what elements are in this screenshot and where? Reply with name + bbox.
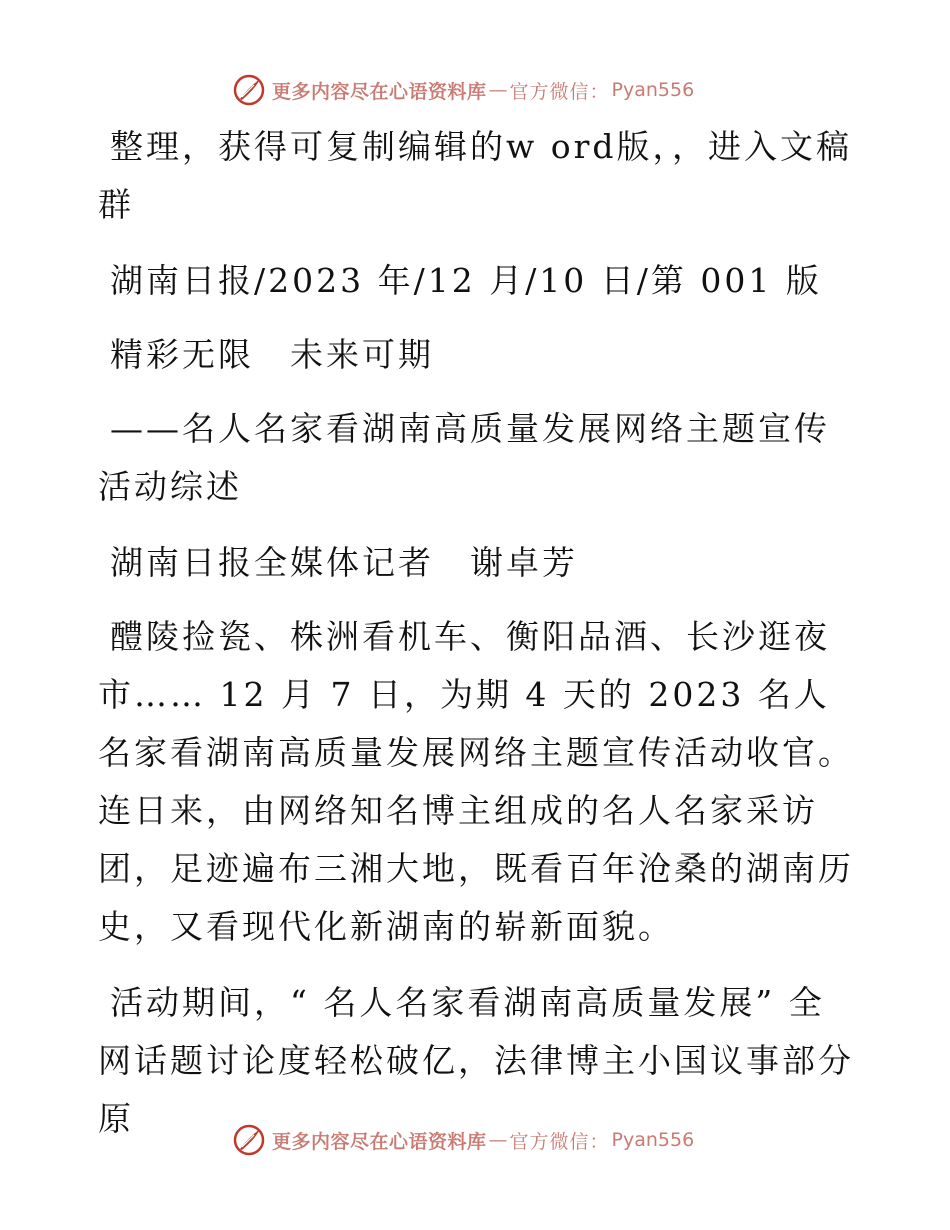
watermark-official-label: 官方微信： bbox=[509, 80, 610, 103]
watermark-dash: — bbox=[488, 79, 508, 101]
paragraph-body-2: 活动期间，“ 名人名家看湖南高质量发展” 全网话题讨论度轻松破亿，法律博主小国议事部分原 bbox=[98, 983, 854, 1138]
paragraph-source: 湖南日报/2023 年/12 月/10 日/第 001 版 bbox=[110, 261, 822, 300]
feather-logo-icon bbox=[232, 1123, 266, 1157]
article-byline: 湖南日报全媒体记者 谢卓芳 bbox=[110, 543, 578, 582]
watermark-brand: 更多内容尽在心语资料库 bbox=[272, 80, 487, 103]
paragraph-intro: 整理，获得可复制编辑的w ord版，，进入文稿群 bbox=[98, 127, 853, 224]
watermark-brand: 更多内容尽在心语资料库 bbox=[272, 1130, 487, 1153]
feather-logo-icon bbox=[232, 73, 266, 107]
footer-watermark bbox=[232, 1122, 694, 1158]
header-watermark bbox=[232, 72, 694, 108]
document-body bbox=[98, 118, 858, 1166]
watermark-dash: — bbox=[488, 1129, 508, 1151]
paragraph-body-1: 醴陵捡瓷、株洲看机车、衡阳品酒、长沙逛夜市…… 12 月 7 日，为期 4 天的 2023 名人名家看湖南高质量发展网络主题宣传活动收官。连日来，由网络知名博主组成的名人名家采访团，足迹遍布三湘大地，既看百年沧桑的湖南历史，又看现代化新湖南的崭新面貌。 bbox=[98, 617, 854, 946]
watermark-wechat-id: Pyan556 bbox=[611, 79, 695, 101]
watermark-wechat-id: Pyan556 bbox=[611, 1129, 695, 1151]
article-title: 精彩无限 未来可期 bbox=[110, 335, 434, 374]
article-subtitle: ——名人名家看湖南高质量发展网络主题宣传活动综述 bbox=[98, 409, 830, 506]
watermark-official-label: 官方微信： bbox=[509, 1130, 610, 1153]
